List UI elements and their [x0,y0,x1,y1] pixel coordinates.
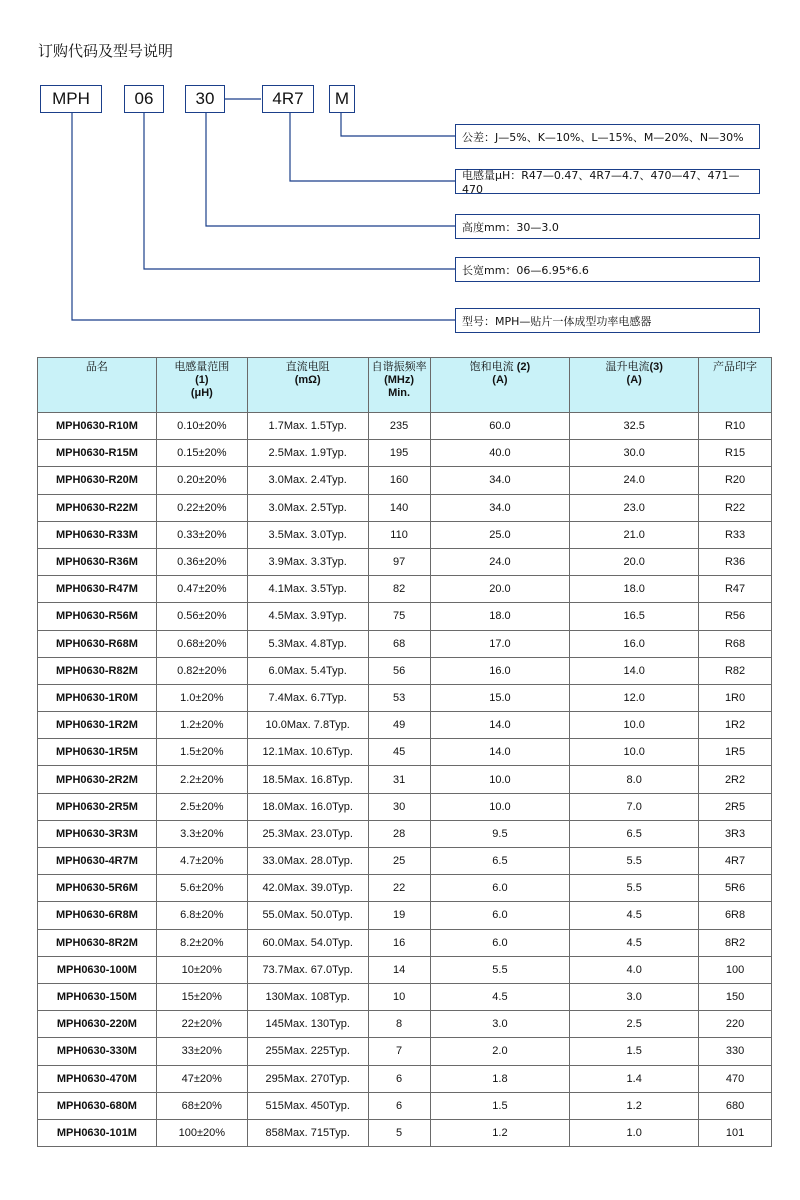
cell-isat: 10.0 [430,766,570,793]
cell-part-name: MPH0630-3R3M [38,820,157,847]
header-isat-unit: (2) (A) [492,361,531,386]
cell-marking: 330 [699,1038,772,1065]
cell-marking: 2R5 [699,793,772,820]
cell-irms: 16.0 [570,630,699,657]
cell-dcr: 2.5Max. 1.9Typ. [247,440,368,467]
cell-marking: 1R5 [699,739,772,766]
cell-isat: 34.0 [430,467,570,494]
cell-marking: 220 [699,1011,772,1038]
cell-dcr: 55.0Max. 50.0Typ. [247,902,368,929]
cell-srf: 5 [368,1119,430,1146]
cell-part-name: MPH0630-R33M [38,521,157,548]
cell-dcr: 33.0Max. 28.0Typ. [247,848,368,875]
table-row [38,684,772,711]
cell-part-name: MPH0630-R56M [38,603,157,630]
header-irms: 温升电流(3) (A) [570,358,699,413]
header-srf-unit: (MHz) Min. [384,374,415,399]
cell-marking: R56 [699,603,772,630]
cell-marking: 2R2 [699,766,772,793]
cell-irms: 6.5 [570,820,699,847]
cell-srf: 16 [368,929,430,956]
cell-inductance: 3.3±20% [156,820,247,847]
cell-inductance: 0.33±20% [156,521,247,548]
cell-irms: 3.0 [570,983,699,1010]
header-inductance-unit: (1) (μH) [190,374,213,399]
cell-inductance: 0.56±20% [156,603,247,630]
cell-marking: R68 [699,630,772,657]
cell-dcr: 7.4Max. 6.7Typ. [247,684,368,711]
cell-dcr: 255Max. 225Typ. [247,1038,368,1065]
cell-irms: 1.4 [570,1065,699,1092]
cell-inductance: 0.15±20% [156,440,247,467]
cell-marking: R82 [699,657,772,684]
cell-srf: 82 [368,576,430,603]
cell-isat: 5.5 [430,956,570,983]
cell-inductance: 47±20% [156,1065,247,1092]
cell-srf: 6 [368,1092,430,1119]
spec-table [37,357,772,1147]
cell-dcr: 4.1Max. 3.5Typ. [247,576,368,603]
table-row [38,929,772,956]
cell-inductance: 15±20% [156,983,247,1010]
cell-inductance: 0.68±20% [156,630,247,657]
cell-part-name: MPH0630-R20M [38,467,157,494]
cell-part-name: MPH0630-R22M [38,494,157,521]
cell-srf: 8 [368,1011,430,1038]
cell-dcr: 60.0Max. 54.0Typ. [247,929,368,956]
table-row [38,1011,772,1038]
cell-irms: 4.0 [570,956,699,983]
cell-marking: R20 [699,467,772,494]
cell-isat: 6.0 [430,902,570,929]
table-row [38,1038,772,1065]
cell-irms: 23.0 [570,494,699,521]
cell-irms: 4.5 [570,902,699,929]
cell-marking: 680 [699,1092,772,1119]
cell-inductance: 5.6±20% [156,875,247,902]
cell-irms: 12.0 [570,684,699,711]
cell-marking: 150 [699,983,772,1010]
table-row [38,576,772,603]
cell-irms: 10.0 [570,712,699,739]
cell-inductance: 6.8±20% [156,902,247,929]
header-irms-unit: (3) (A) [626,361,663,386]
cell-srf: 10 [368,983,430,1010]
cell-dcr: 6.0Max. 5.4Typ. [247,657,368,684]
cell-inductance: 33±20% [156,1038,247,1065]
cell-inductance: 1.0±20% [156,684,247,711]
table-row [38,793,772,820]
header-inductance: 电感量范围 (1) (μH) [156,358,247,413]
cell-inductance: 8.2±20% [156,929,247,956]
note-tolerance: 公差：J—5%、K—10%、L—15%、M—20%、N—30% [455,124,760,149]
cell-isat: 6.0 [430,929,570,956]
cell-inductance: 1.5±20% [156,739,247,766]
header-dcr-unit: (mΩ) [294,374,321,386]
header-isat: 饱和电流 (2) (A) [430,358,570,413]
cell-isat: 1.8 [430,1065,570,1092]
cell-irms: 16.5 [570,603,699,630]
cell-part-name: MPH0630-220M [38,1011,157,1038]
cell-marking: 5R6 [699,875,772,902]
cell-irms: 2.5 [570,1011,699,1038]
cell-dcr: 12.1Max. 10.6Typ. [247,739,368,766]
cell-srf: 25 [368,848,430,875]
cell-marking: 6R8 [699,902,772,929]
cell-dcr: 18.5Max. 16.8Typ. [247,766,368,793]
code-box-inductance: 4R7 [262,85,314,113]
cell-isat: 40.0 [430,440,570,467]
cell-dcr: 18.0Max. 16.0Typ. [247,793,368,820]
cell-dcr: 3.5Max. 3.0Typ. [247,521,368,548]
table-row [38,440,772,467]
cell-part-name: MPH0630-150M [38,983,157,1010]
cell-srf: 6 [368,1065,430,1092]
table-row [38,902,772,929]
cell-srf: 160 [368,467,430,494]
cell-irms: 30.0 [570,440,699,467]
cell-srf: 30 [368,793,430,820]
cell-isat: 6.0 [430,875,570,902]
cell-marking: 3R3 [699,820,772,847]
cell-irms: 20.0 [570,548,699,575]
cell-part-name: MPH0630-1R2M [38,712,157,739]
cell-isat: 3.0 [430,1011,570,1038]
cell-dcr: 5.3Max. 4.8Typ. [247,630,368,657]
cell-part-name: MPH0630-6R8M [38,902,157,929]
cell-isat: 20.0 [430,576,570,603]
table-header-row [38,358,772,413]
cell-inductance: 0.36±20% [156,548,247,575]
cell-srf: 235 [368,413,430,440]
table-row [38,739,772,766]
cell-irms: 1.2 [570,1092,699,1119]
cell-inductance: 0.10±20% [156,413,247,440]
cell-marking: R33 [699,521,772,548]
cell-irms: 5.5 [570,848,699,875]
cell-isat: 18.0 [430,603,570,630]
cell-isat: 25.0 [430,521,570,548]
cell-part-name: MPH0630-R15M [38,440,157,467]
cell-isat: 34.0 [430,494,570,521]
header-part-name: 品名 [38,358,157,413]
code-box-size: 06 [124,85,164,113]
table-row [38,467,772,494]
cell-srf: 75 [368,603,430,630]
cell-inductance: 68±20% [156,1092,247,1119]
cell-part-name: MPH0630-330M [38,1038,157,1065]
cell-srf: 45 [368,739,430,766]
note-model: 型号：MPH—贴片一体成型功率电感器 [455,308,760,333]
cell-irms: 7.0 [570,793,699,820]
table-row [38,848,772,875]
cell-srf: 53 [368,684,430,711]
cell-isat: 14.0 [430,739,570,766]
cell-inductance: 0.20±20% [156,467,247,494]
cell-part-name: MPH0630-101M [38,1119,157,1146]
cell-part-name: MPH0630-2R2M [38,766,157,793]
cell-dcr: 130Max. 108Typ. [247,983,368,1010]
table-row [38,1092,772,1119]
cell-srf: 140 [368,494,430,521]
cell-irms: 5.5 [570,875,699,902]
note-height: 高度mm：30—3.0 [455,214,760,239]
cell-irms: 14.0 [570,657,699,684]
table-row [38,1119,772,1146]
cell-srf: 19 [368,902,430,929]
table-row [38,766,772,793]
cell-isat: 17.0 [430,630,570,657]
cell-dcr: 1.7Max. 1.5Typ. [247,413,368,440]
cell-isat: 1.2 [430,1119,570,1146]
cell-part-name: MPH0630-8R2M [38,929,157,956]
cell-isat: 24.0 [430,548,570,575]
cell-irms: 32.5 [570,413,699,440]
cell-dcr: 10.0Max. 7.8Typ. [247,712,368,739]
cell-marking: 8R2 [699,929,772,956]
cell-dcr: 858Max. 715Typ. [247,1119,368,1146]
cell-isat: 10.0 [430,793,570,820]
cell-marking: 100 [699,956,772,983]
cell-marking: R36 [699,548,772,575]
cell-inductance: 4.7±20% [156,848,247,875]
cell-dcr: 42.0Max. 39.0Typ. [247,875,368,902]
cell-irms: 21.0 [570,521,699,548]
table-row [38,1065,772,1092]
cell-marking: R47 [699,576,772,603]
cell-dcr: 25.3Max. 23.0Typ. [247,820,368,847]
cell-part-name: MPH0630-100M [38,956,157,983]
table-row [38,657,772,684]
table-row [38,712,772,739]
cell-part-name: MPH0630-5R6M [38,875,157,902]
cell-part-name: MPH0630-R47M [38,576,157,603]
cell-dcr: 295Max. 270Typ. [247,1065,368,1092]
table-row [38,521,772,548]
cell-srf: 49 [368,712,430,739]
table-row [38,983,772,1010]
cell-irms: 24.0 [570,467,699,494]
cell-marking: 1R0 [699,684,772,711]
cell-isat: 9.5 [430,820,570,847]
cell-dcr: 3.0Max. 2.4Typ. [247,467,368,494]
cell-irms: 8.0 [570,766,699,793]
cell-srf: 195 [368,440,430,467]
code-box-height: 30 [185,85,225,113]
cell-part-name: MPH0630-680M [38,1092,157,1119]
cell-isat: 4.5 [430,983,570,1010]
table-row [38,875,772,902]
cell-srf: 7 [368,1038,430,1065]
cell-isat: 6.5 [430,848,570,875]
cell-marking: 1R2 [699,712,772,739]
cell-irms: 4.5 [570,929,699,956]
code-box-series: MPH [40,85,102,113]
cell-inductance: 100±20% [156,1119,247,1146]
table-row [38,603,772,630]
cell-srf: 56 [368,657,430,684]
cell-part-name: MPH0630-R36M [38,548,157,575]
cell-inductance: 10±20% [156,956,247,983]
cell-part-name: MPH0630-4R7M [38,848,157,875]
page-title: 订购代码及型号说明 [38,42,174,60]
note-inductance: 电感量μH：R47—0.47、4R7—4.7、470—47、471—470 [455,169,760,194]
cell-marking: 4R7 [699,848,772,875]
cell-isat: 15.0 [430,684,570,711]
cell-dcr: 3.0Max. 2.5Typ. [247,494,368,521]
cell-inductance: 0.22±20% [156,494,247,521]
cell-part-name: MPH0630-1R5M [38,739,157,766]
cell-marking: R22 [699,494,772,521]
cell-part-name: MPH0630-2R5M [38,793,157,820]
cell-irms: 1.0 [570,1119,699,1146]
cell-isat: 2.0 [430,1038,570,1065]
cell-marking: R10 [699,413,772,440]
cell-part-name: MPH0630-470M [38,1065,157,1092]
cell-inductance: 1.2±20% [156,712,247,739]
cell-inductance: 0.47±20% [156,576,247,603]
cell-dcr: 3.9Max. 3.3Typ. [247,548,368,575]
header-srf: 自谐振频率 (MHz) Min. [368,358,430,413]
header-marking: 产品印字 [699,358,772,413]
table-row [38,548,772,575]
table-row [38,820,772,847]
cell-irms: 10.0 [570,739,699,766]
cell-dcr: 145Max. 130Typ. [247,1011,368,1038]
cell-marking: 470 [699,1065,772,1092]
cell-isat: 1.5 [430,1092,570,1119]
cell-srf: 14 [368,956,430,983]
cell-srf: 97 [368,548,430,575]
note-size: 长宽mm：06—6.95*6.6 [455,257,760,282]
cell-part-name: MPH0630-1R0M [38,684,157,711]
table-row [38,630,772,657]
cell-dcr: 73.7Max. 67.0Typ. [247,956,368,983]
cell-isat: 60.0 [430,413,570,440]
cell-isat: 16.0 [430,657,570,684]
table-row [38,413,772,440]
cell-dcr: 4.5Max. 3.9Typ. [247,603,368,630]
header-dcr: 直流电阻 (mΩ) [247,358,368,413]
cell-dcr: 515Max. 450Typ. [247,1092,368,1119]
cell-inductance: 0.82±20% [156,657,247,684]
cell-marking: R15 [699,440,772,467]
table-body [38,413,772,1147]
cell-part-name: MPH0630-R10M [38,413,157,440]
code-box-tolerance: M [329,85,355,113]
cell-srf: 110 [368,521,430,548]
cell-irms: 1.5 [570,1038,699,1065]
cell-srf: 28 [368,820,430,847]
cell-part-name: MPH0630-R82M [38,657,157,684]
table-row [38,956,772,983]
cell-isat: 14.0 [430,712,570,739]
table-row [38,494,772,521]
cell-srf: 22 [368,875,430,902]
cell-inductance: 2.5±20% [156,793,247,820]
cell-srf: 31 [368,766,430,793]
cell-part-name: MPH0630-R68M [38,630,157,657]
cell-inductance: 22±20% [156,1011,247,1038]
cell-irms: 18.0 [570,576,699,603]
cell-inductance: 2.2±20% [156,766,247,793]
cell-marking: 101 [699,1119,772,1146]
cell-srf: 68 [368,630,430,657]
